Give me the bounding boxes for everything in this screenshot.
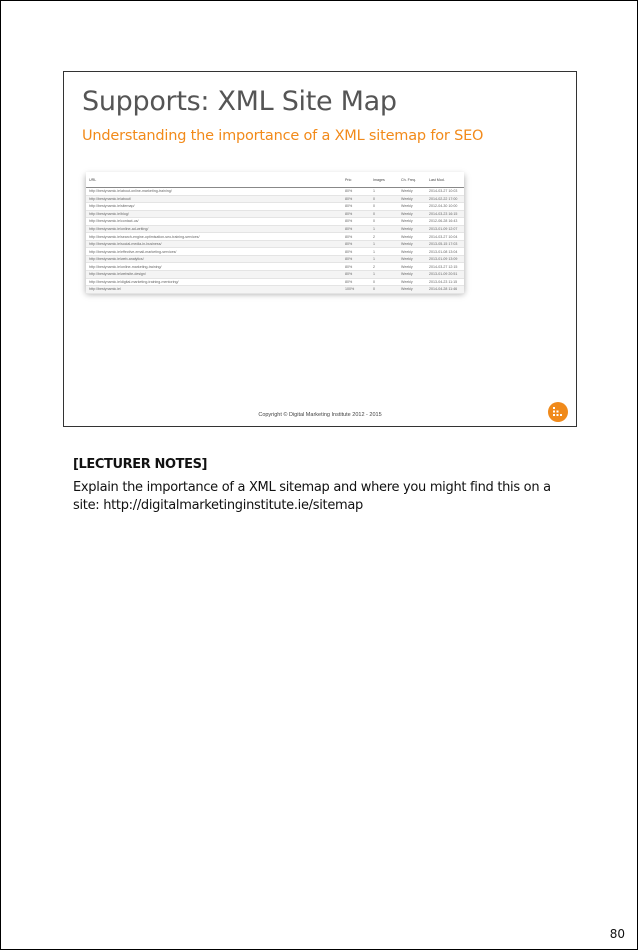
lecturer-notes-body: Explain the importance of a XML sitemap and where you might find this on a site: http://digitalmarketinginstitute.ie/sitemap [73, 480, 551, 513]
table-row [86, 188, 464, 196]
cell-prio: 80% [342, 278, 370, 286]
cell-change-freq: Weekly [398, 195, 426, 203]
cell-change-freq: Weekly [398, 278, 426, 286]
table-row [86, 263, 464, 271]
cell-url: http://bestynamic.ie/ [86, 286, 342, 294]
cell-url: http://bestynamic.ie/about-online-marketing-training/ [86, 188, 342, 196]
sitemap-table-header-row [86, 172, 464, 188]
table-row [86, 210, 464, 218]
slide-title: Supports: XML Site Map [82, 86, 397, 117]
cell-url: http://bestynamic.ie/web-analytics/ [86, 255, 342, 263]
cell-url: http://bestynamic.ie/online-marketing-training/ [86, 263, 342, 271]
cell-prio: 80% [342, 255, 370, 263]
header-images: Images [370, 172, 398, 188]
cell-url: http://bestynamic.ie/blog/ [86, 210, 342, 218]
table-row [86, 286, 464, 294]
table-row [86, 195, 464, 203]
cell-prio: 80% [342, 225, 370, 233]
table-row [86, 233, 464, 241]
cell-prio: 80% [342, 203, 370, 211]
cell-change-freq: Weekly [398, 263, 426, 271]
cell-url: http://bestynamic.ie/contact-us/ [86, 218, 342, 226]
cell-last-mod: 2014-04-28 11:46 [426, 286, 464, 294]
cell-images: 1 [370, 240, 398, 248]
cell-change-freq: Weekly [398, 225, 426, 233]
table-row [86, 255, 464, 263]
cell-url: http://bestynamic.ie/online-ad-writing/ [86, 225, 342, 233]
sitemap-table [86, 172, 464, 294]
cell-images: 1 [370, 255, 398, 263]
cell-images: 1 [370, 248, 398, 256]
cell-url: http://bestynamic.ie/search-engine-optimisation-seo-training-services/ [86, 233, 342, 241]
cell-prio: 80% [342, 271, 370, 279]
cell-last-mod: 2013-01-08 13:04 [426, 248, 464, 256]
cell-url: http://bestynamic.ie/social-media-in-business/ [86, 240, 342, 248]
cell-prio: 80% [342, 195, 370, 203]
cell-images: 0 [370, 203, 398, 211]
lecturer-notes-heading: [LECTURER NOTES] [73, 457, 208, 472]
cell-prio: 100% [342, 286, 370, 294]
cell-url: http://bestynamic.ie/website-design/ [86, 271, 342, 279]
cell-images: 1 [370, 225, 398, 233]
cell-last-mod: 2013-01-09 20:51 [426, 271, 464, 279]
cell-prio: 80% [342, 210, 370, 218]
table-row [86, 240, 464, 248]
sitemap-table-screenshot [86, 172, 464, 291]
cell-images: 2 [370, 233, 398, 241]
table-row [86, 248, 464, 256]
cell-url: http://bestynamic.ie/digital-marketing-training-mentoring/ [86, 278, 342, 286]
cell-change-freq: Weekly [398, 218, 426, 226]
cell-change-freq: Weekly [398, 255, 426, 263]
cell-last-mod: 2013-04-23 11:15 [426, 278, 464, 286]
cell-url: http://bestynamic.ie/effective-email-marketing-services/ [86, 248, 342, 256]
cell-last-mod: 2012-06-28 16:43 [426, 218, 464, 226]
cell-prio: 80% [342, 248, 370, 256]
cell-images: 0 [370, 195, 398, 203]
cell-url: http://bestynamic.ie/sitemap/ [86, 203, 342, 211]
cell-images: 0 [370, 286, 398, 294]
cell-last-mod: 2013-05-15 17:03 [426, 240, 464, 248]
cell-last-mod: 2014-03-27 10:04 [426, 233, 464, 241]
cell-images: 1 [370, 271, 398, 279]
header-change-freq: Ch. Freq. [398, 172, 426, 188]
cell-url: http://bestynamic.ie/about/ [86, 195, 342, 203]
sitemap-table-body [86, 188, 464, 294]
cell-change-freq: Weekly [398, 210, 426, 218]
table-row [86, 278, 464, 286]
slide-copyright: Copyright © Digital Marketing Institute 2012 - 2015 [258, 412, 382, 418]
header-prio: Prio [342, 172, 370, 188]
cell-images: 2 [370, 263, 398, 271]
slide-subtitle: Understanding the importance of a XML sitemap for SEO [82, 128, 484, 144]
cell-last-mod: 2012-04-30 10:00 [426, 203, 464, 211]
table-row [86, 218, 464, 226]
table-row [86, 203, 464, 211]
cell-images: 0 [370, 278, 398, 286]
cell-prio: 80% [342, 218, 370, 226]
cell-last-mod: 2013-01-09 13:09 [426, 255, 464, 263]
cell-last-mod: 2014-03-27 12:15 [426, 263, 464, 271]
cell-images: 1 [370, 188, 398, 196]
cell-prio: 80% [342, 263, 370, 271]
table-row [86, 271, 464, 279]
logo-grid-icon [552, 406, 564, 418]
cell-change-freq: Weekly [398, 286, 426, 294]
cell-prio: 80% [342, 233, 370, 241]
cell-change-freq: Weekly [398, 233, 426, 241]
table-row [86, 225, 464, 233]
header-last-mod: Last Mod. [426, 172, 464, 188]
cell-last-mod: 2014-03-23 16:15 [426, 210, 464, 218]
cell-prio: 80% [342, 188, 370, 196]
slide-thumbnail [63, 71, 577, 427]
cell-images: 0 [370, 218, 398, 226]
cell-prio: 80% [342, 240, 370, 248]
page-number: 80 [609, 927, 625, 941]
cell-last-mod: 2013-01-09 12:07 [426, 225, 464, 233]
cell-last-mod: 2014-03-27 10:03 [426, 188, 464, 196]
cell-last-mod: 2014-02-22 17:00 [426, 195, 464, 203]
cell-change-freq: Weekly [398, 271, 426, 279]
cell-change-freq: Weekly [398, 240, 426, 248]
cell-change-freq: Weekly [398, 248, 426, 256]
header-url: URL [86, 172, 342, 188]
digital-marketing-institute-logo-icon [548, 402, 568, 422]
cell-change-freq: Weekly [398, 203, 426, 211]
cell-change-freq: Weekly [398, 188, 426, 196]
cell-images: 0 [370, 210, 398, 218]
